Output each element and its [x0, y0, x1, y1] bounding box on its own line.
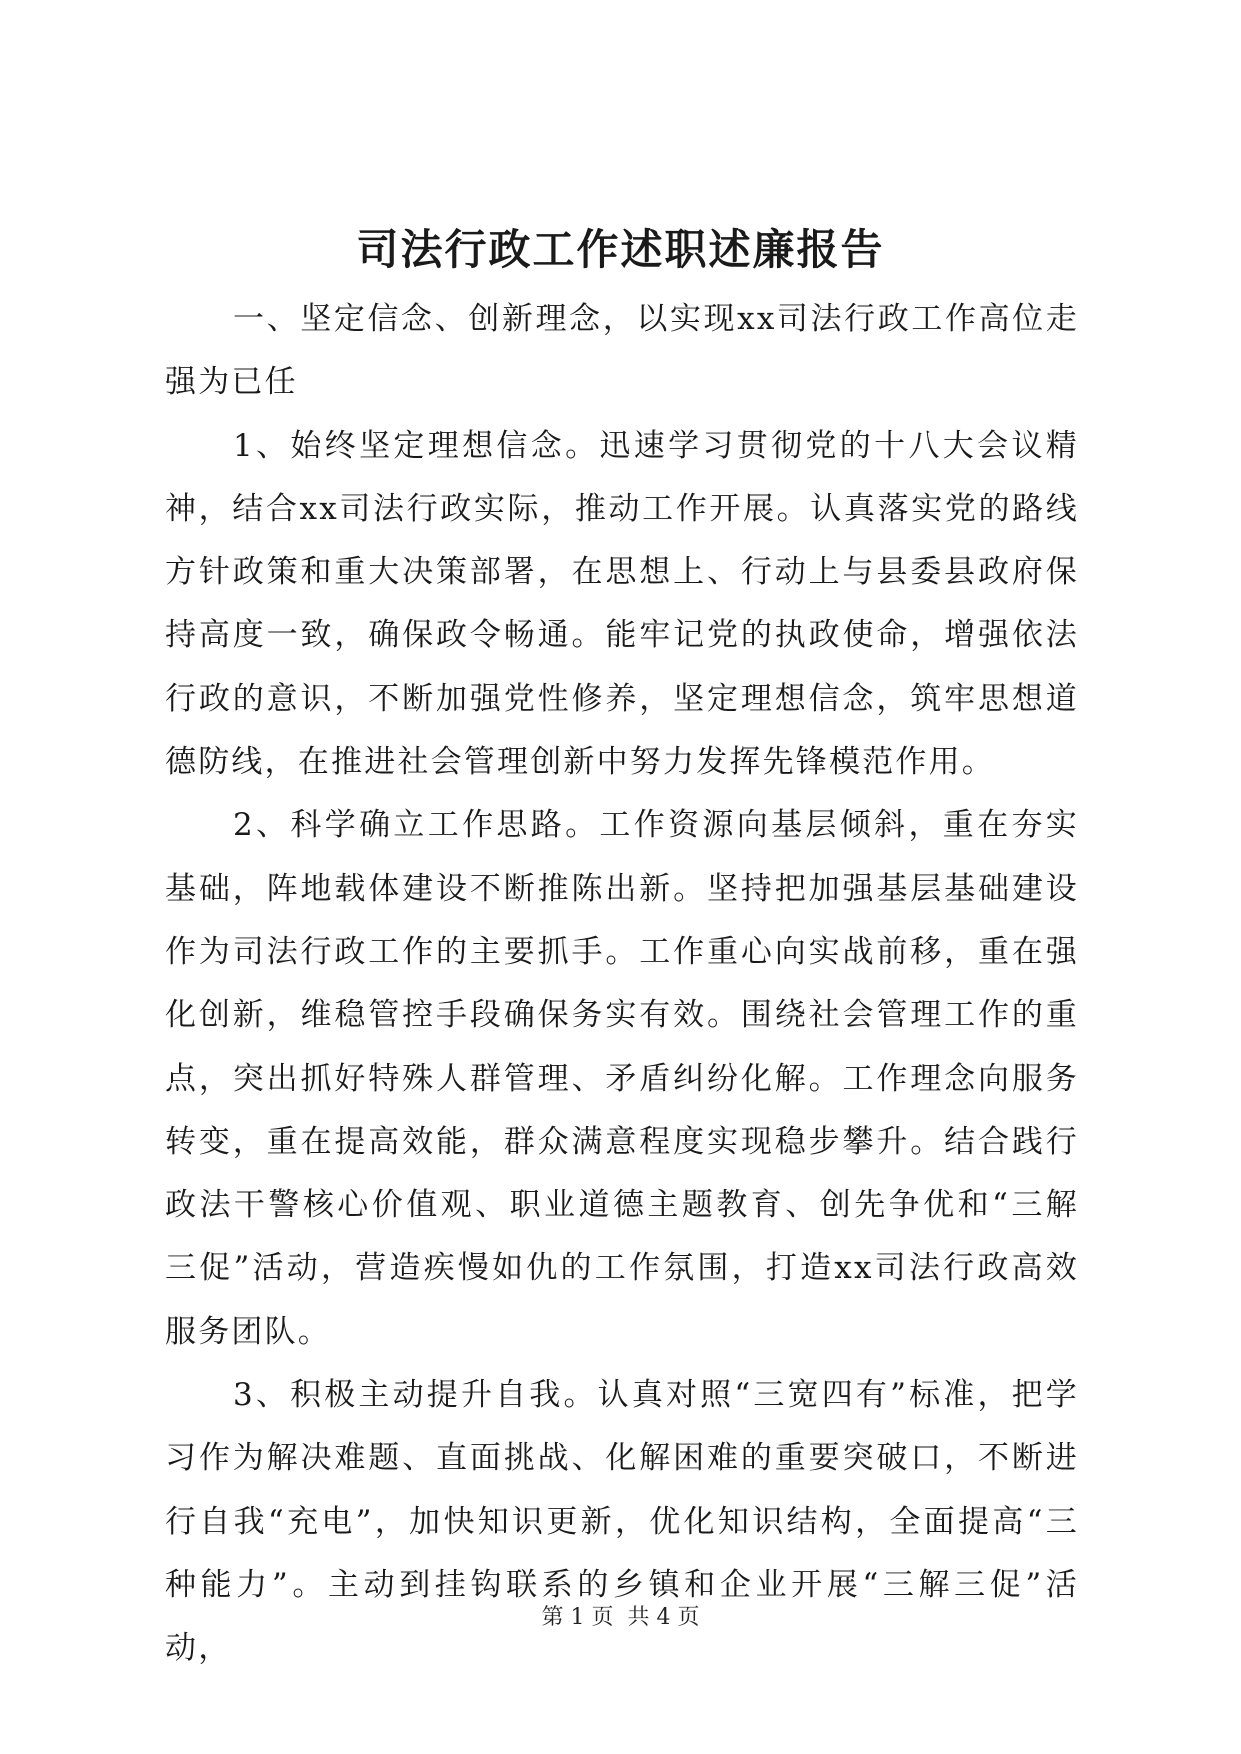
- document-body: [165, 288, 1079, 1681]
- paragraph-item-3: 3、积极主动提升自我。认真对照“三宽四有”标准，把学习作为解决难题、直面挑战、化解困难的重要突破口，不断进行自我“充电”，加快知识更新，优化知识结构，全面提高“三种能力”。主动到挂钩联系的乡镇和企业开展“三解三促”活动，: [165, 1377, 1079, 1667]
- paragraph-item-1: 1、始终坚定理想信念。迅速学习贯彻党的十八大会议精神，结合xx司法行政实际，推动工作开展。认真落实党的路线方针政策和重大决策部署，在思想上、行动上与县委县政府保持高度一致，确保政令畅通。能牢记党的执政使命，增强依法行政的意识，不断加强党性修养，坚定理想信念，筑牢思想道德防线，在推进社会管理创新中努力发挥先锋模范作用。: [165, 427, 1079, 781]
- page-footer: [0, 1603, 1241, 1633]
- page-total: 共 4 页: [627, 1605, 700, 1630]
- paragraph-item-2: 2、科学确立工作思路。工作资源向基层倾斜，重在夯实基础，阵地载体建设不断推陈出新。坚持把加强基层基础建设作为司法行政工作的主要抓手。工作重心向实战前移，重在强化创新，维稳管控手段确保务实有效。围绕社会管理工作的重点，突出抓好特殊人群管理、矛盾纠纷化解。工作理念向服务转变，重在提高效能，群众满意程度实现稳步攀升。结合践行政法干警核心价值观、职业道德主题教育、创先争优和“三解三促”活动，营造疾慢如仇的工作氛围，打造xx司法行政高效服务团队。: [165, 807, 1079, 1350]
- document-title: 司法行政工作述职述廉报告: [356, 225, 885, 274]
- paragraph-section-heading: 一、坚定信念、创新理念，以实现xx司法行政工作高位走强为已任: [165, 301, 1079, 401]
- page-number: 第 1 页: [541, 1605, 614, 1630]
